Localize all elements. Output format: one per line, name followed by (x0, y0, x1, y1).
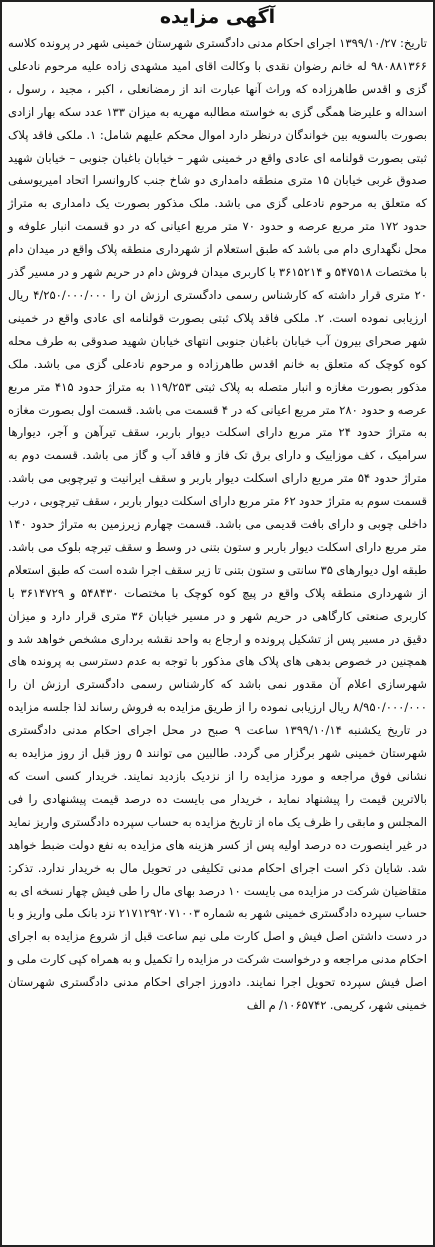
notice-title: آگهی مزایده (159, 6, 276, 28)
notice-body: تاریخ: ۱۳۹۹/۱۰/۲۷ اجرای احکام مدنی دادگستری شهرستان خمینی شهر در پرونده کلاسه ۹۸۰۸۸۱۳۶۶ له خانم رضوان نقدی با وکالت اقای امید مشهدی زاده علیه مرحوم نادعلی گزی و اقدس طاهرزاده که وراث آنها عبارت اند از رمضانعلی ، اکبر ، مجید ، رسول ، اسداله و علیرضا همگی گزی به خواسته مطالبه مهریه به میزان ۱۳۳ عدد سکه بهار ازادی بصورت بالسویه بین خواندگان درنظر دارد اموال محکم علیهم شامل: ۱. ملکی فاقد پلاک ثبتی بصورت قولنامه ای عادی واقع در خمینی شهر – خیابان باغبان جنوبی – خیابان شهید صدوق غربی خیابان ۱۵ متری منطقه دامداری دو شاخ جنب کاروانسرا اتحاد امیریوسفی که متعلق به مرحوم نادعلی گزی می باشد. ملک مذکور بصورت یک دامداری به متراژ حدود ۱۷۲ متر مربع عرصه و حدود ۷۰ متر مربع اعیانی که در دو قسمت انبار علوفه و محل نگهداری دام می باشد که طبق استعلام از شهرداری منطقه پلاک واقع در میدان دام با مختصات ۵۴۷۵۱۸ و ۳۶۱۵۲۱۴ با کاربری میدان فروش دام در حریم شهر و در مسیر گذر ۲۰ متری قرار داشته که کارشناس رسمی دادگستری ارزش ان را ۴/۲۵۰/۰۰۰/۰۰۰ ریال ارزیابی نموده است. ۲. ملکی فاقد پلاک ثبتی بصورت قولنامه ای عادی واقع در خمینی شهر صحرای بیرون آب خیابان باغبان جنوبی انتهای خیابان شهید صدوقی به طرف محله کوه کوچک که متعلق به خانم اقدس طاهرزاده و مرحوم نادعلی گزی می باشد. ملک مذکور بصورت مغازه و انبار متصله به پلاک ثبتی ۱۱۹/۲۵۳ به متراژ حدود ۴۱۵ متر مربع عرصه و حدود ۲۸۰ متر مربع اعیانی که در ۴ قسمت می باشد. قسمت اول بصورت مغازه به متراژ حدود ۲۴ متر مربع دارای اسکلت دیوار باربر، سقف تیرآهن و آجر، دیوارها سرامیک ، کف موزاییک و دارای برق تک فاز و فاقد آب و گاز می باشد. قسمت دوم به متراژ حدود ۵۴ متر مربع دارای اسکلت دیوار باربر و سقف ایرانیت و تیرچوبی می باشد. قسمت سوم به متراژ حدود ۶۲ متر مربع دارای اسکلت دیوار باربر ، سقف تیرچوبی ، درب داخلی چوبی و دارای بافت قدیمی می باشد. قسمت چهارم زیرزمین به متراژ حدود ۱۴۰ متر مربع دارای اسکلت دیوار باربر و ستون بتنی در وسط و سقف تیرچه بلوک می باشد. طبقه اول دیوارهای ۳۵ سانتی و ستون بتنی تا زیر سقف اجرا شده است که طبق استعلام از شهرداری منطقه پلاک واقع در پیچ کوه کوچک با مختصات ۵۴۸۴۳۰ و ۳۶۱۴۷۲۹ با کاربری صنعتی کارگاهی در حریم شهر و در مسیر خیابان ۳۶ متری قرار دارد و میزان دقیق در مسیر پس از تشکیل پرونده و ارجاع به واحد نقشه برداری مشخص خواهد شد و همچنین در خصوص بدهی های پلاک های مذکور با توجه به عدم دسترسی به پرونده های شهرسازی اعلام آن مقدور نمی باشد که کارشناس رسمی دادگستری ارزش ان را ۸/۹۵۰/۰۰۰/۰۰۰ ریال ارزیابی نموده را از طریق مزایده به فروش رساند لذا جلسه مزایده در تاریخ یکشنبه ۱۳۹۹/۱۰/۱۴ ساعت ۹ صبح در محل اجرای احکام مدنی دادگستری شهرستان خمینی شهر برگزار می گردد. طالبین می توانند ۵ روز قبل از روز مزایده به نشانی فوق مراجعه و مورد مزایده را از نزدیک بازدید نمایند. خریدار کسی است که بالاترین قیمت را پیشنهاد نماید ، خریدار می بایست ده درصد قیمت پیشنهادی را فی المجلس و مابقی را ظرف یک ماه از تاریخ مزایده به حساب سپرده دادگستری واریز نماید در غیر اینصورت ده درصد اولیه پس از کسر هزینه های مزایده به نفع دولت ضبط خواهد شد. شایان ذکر است اجرای احکام مدنی تکلیفی در تحویل مال به خریدار ندارد. تذکر: متقاضیان شرکت در مزایده می بایست ۱۰ درصد بهای مال را طی فیش چهار نسخه ای به حساب سپرده دادگستری خمینی شهر به شماره ۲۱۷۱۲۹۲۰۷۱۰۰۳ نزد بانک ملی واریز و با در دست داشتن اصل فیش و اصل کارت ملی نیم ساعت قبل از شروع مزایده به اجرای احکام مدنی مراجعه و درخواست شرکت در مزایده را تکمیل و به همراه کپی کارت ملی و اصل فیش سپرده تحویل اجرا نمایند. دادورز اجرای احکام مدنی دادگستری شهرستان خمینی شهر، کریمی. ۱۰۶۵۷۴۲/ م الف (8, 36, 428, 1013)
